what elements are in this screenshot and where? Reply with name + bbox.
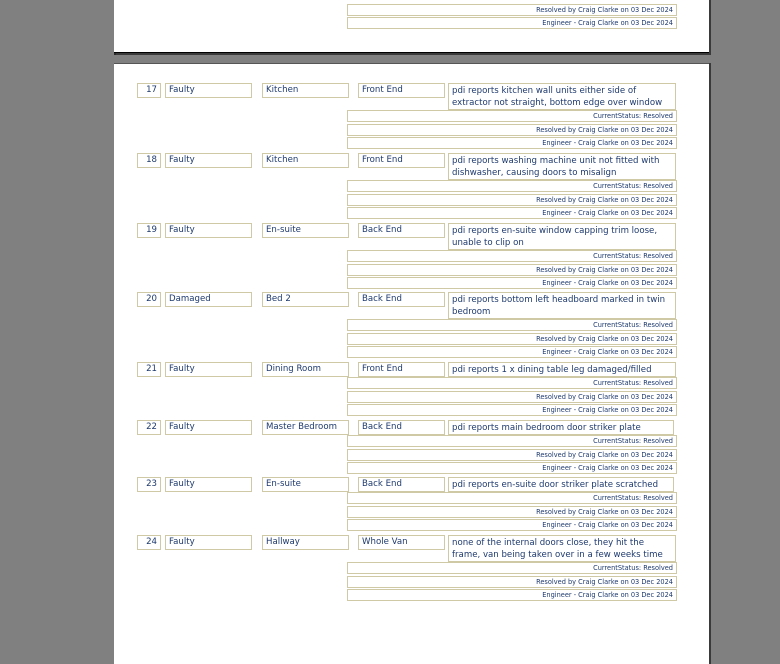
record-engineer-line: Engineer - Craig Clarke on 03 Dec 2024 [347, 277, 677, 289]
report-page-2 [114, 63, 709, 664]
record-area: Whole Van [358, 535, 445, 550]
record-status-line: CurrentStatus: Resolved [347, 319, 677, 331]
record-status-line: CurrentStatus: Resolved [347, 180, 677, 192]
record-description: pdi reports kitchen wall units either side of extractor not straight, bottom edge over window [448, 83, 676, 110]
record-resolved-line: Resolved by Craig Clarke on 03 Dec 2024 [347, 194, 677, 206]
record-room: Bed 2 [262, 292, 349, 307]
record-engineer-line: Engineer - Craig Clarke on 03 Dec 2024 [347, 404, 677, 416]
record-resolved-line: Resolved by Craig Clarke on 03 Dec 2024 [347, 391, 677, 403]
record-engineer-line: Engineer - Craig Clarke on 03 Dec 2024 [347, 207, 677, 219]
report-page-1 [114, 0, 709, 53]
record-resolved-line: Resolved by Craig Clarke on 03 Dec 2024 [347, 506, 677, 518]
record-type: Damaged [165, 292, 252, 307]
record-engineer-line: Engineer - Craig Clarke on 03 Dec 2024 [347, 462, 677, 474]
record-area: Back End [358, 292, 445, 307]
record-room: Kitchen [262, 153, 349, 168]
record-room: Dining Room [262, 362, 349, 377]
record-resolved-line: Resolved by Craig Clarke on 03 Dec 2024 [347, 449, 677, 461]
record-description: pdi reports en-suite window capping trim loose, unable to clip on [448, 223, 676, 250]
record-resolved-line: Resolved by Craig Clarke on 03 Dec 2024 [347, 124, 677, 136]
record-description: pdi reports en-suite door striker plate scratched [448, 477, 674, 492]
record-type: Faulty [165, 420, 252, 435]
record-room: Hallway [262, 535, 349, 550]
record-type: Faulty [165, 362, 252, 377]
record-description: pdi reports washing machine unit not fitted with dishwasher, causing doors to misalign [448, 153, 676, 180]
record-type: Faulty [165, 477, 252, 492]
record-resolved-line: Resolved by Craig Clarke on 03 Dec 2024 [347, 264, 677, 276]
record-type: Faulty [165, 83, 252, 98]
record-engineer-line: Engineer - Craig Clarke on 03 Dec 2024 [347, 519, 677, 531]
record-area: Back End [358, 223, 445, 238]
record-description: pdi reports 1 x dining table leg damaged/filled [448, 362, 676, 377]
record-status-line: CurrentStatus: Resolved [347, 492, 677, 504]
record-engineer-line: Engineer - Craig Clarke on 03 Dec 2024 [347, 346, 677, 358]
record-room: Master Bedroom [262, 420, 349, 435]
engineer-line: Engineer - Craig Clarke on 03 Dec 2024 [347, 17, 677, 29]
record-number: 18 [137, 153, 161, 168]
record-type: Faulty [165, 535, 252, 550]
record-number: 21 [137, 362, 161, 377]
record-type: Faulty [165, 223, 252, 238]
record-status-line: CurrentStatus: Resolved [347, 435, 677, 447]
record-number: 22 [137, 420, 161, 435]
record-status-line: CurrentStatus: Resolved [347, 377, 677, 389]
record-status-line: CurrentStatus: Resolved [347, 250, 677, 262]
record-status-line: CurrentStatus: Resolved [347, 110, 677, 122]
record-area: Back End [358, 477, 445, 492]
record-engineer-line: Engineer - Craig Clarke on 03 Dec 2024 [347, 137, 677, 149]
record-description: pdi reports bottom left headboard marked in twin bedroom [448, 292, 676, 319]
record-engineer-line: Engineer - Craig Clarke on 03 Dec 2024 [347, 589, 677, 601]
record-description: pdi reports main bedroom door striker plate [448, 420, 674, 435]
record-area: Front End [358, 362, 445, 377]
record-area: Back End [358, 420, 445, 435]
record-number: 23 [137, 477, 161, 492]
record-room: Kitchen [262, 83, 349, 98]
record-number: 20 [137, 292, 161, 307]
resolved-line: Resolved by Craig Clarke on 03 Dec 2024 [347, 4, 677, 16]
record-number: 19 [137, 223, 161, 238]
record-number: 17 [137, 83, 161, 98]
record-room: En-suite [262, 223, 349, 238]
record-resolved-line: Resolved by Craig Clarke on 03 Dec 2024 [347, 333, 677, 345]
record-resolved-line: Resolved by Craig Clarke on 03 Dec 2024 [347, 576, 677, 588]
record-room: En-suite [262, 477, 349, 492]
record-type: Faulty [165, 153, 252, 168]
record-status-line: CurrentStatus: Resolved [347, 562, 677, 574]
record-number: 24 [137, 535, 161, 550]
record-area: Front End [358, 83, 445, 98]
record-area: Front End [358, 153, 445, 168]
record-description: none of the internal doors close, they hit the frame, van being taken over in a few weeks time [448, 535, 676, 562]
